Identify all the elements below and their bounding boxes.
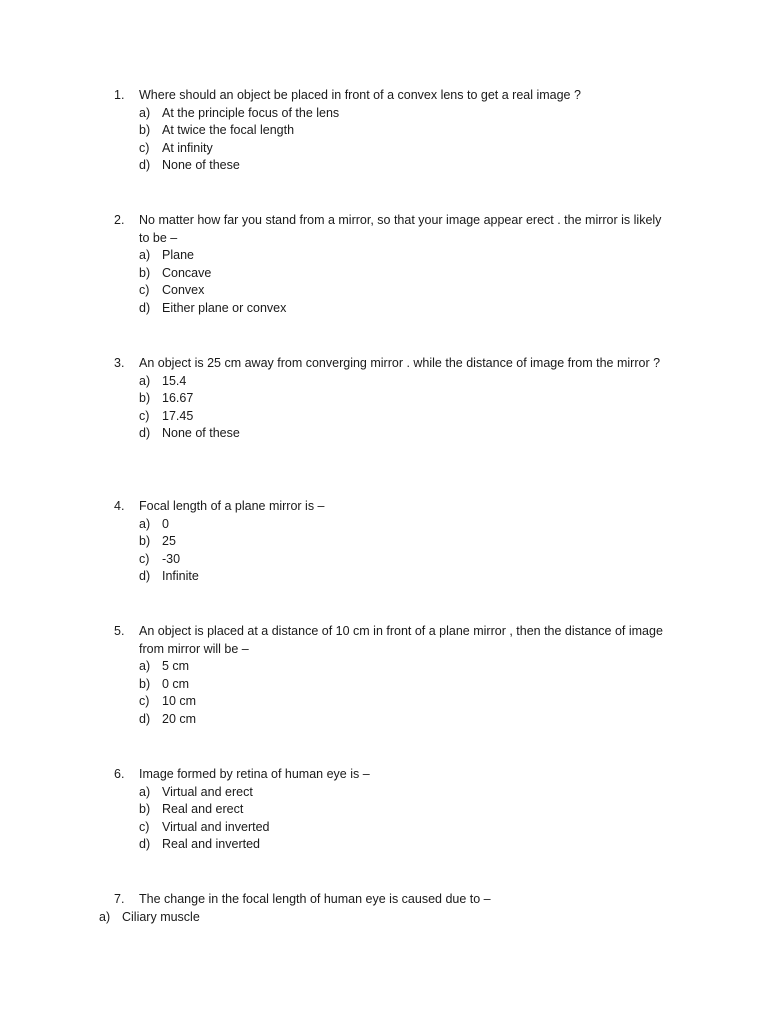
option-letter: d) (139, 711, 151, 726)
option-letter: a) (99, 909, 111, 924)
option-letter: b) (139, 534, 151, 549)
option-text: Concave (162, 265, 212, 280)
option-a (139, 373, 674, 391)
option-letter: d) (139, 569, 151, 584)
option-text: At infinity (162, 140, 213, 155)
option-text: 25 (162, 534, 176, 549)
options-list (99, 909, 674, 927)
question-number: 7. (114, 892, 125, 906)
option-letter: c) (139, 408, 150, 423)
question-4 (114, 498, 674, 586)
question-text: An object is placed at a distance of 10 cm in front of a plane mirror , then the distance of image from mirror will be – (139, 624, 663, 656)
options-list (114, 784, 674, 854)
option-d (139, 836, 674, 854)
option-c (139, 282, 674, 300)
option-letter: c) (139, 140, 150, 155)
option-letter: a) (139, 373, 151, 388)
option-text: 0 cm (162, 676, 190, 691)
option-text: 17.45 (162, 408, 194, 423)
option-a (139, 105, 674, 123)
option-a (139, 516, 674, 534)
options-list (114, 516, 674, 586)
option-c (139, 140, 674, 158)
option-letter: a) (139, 516, 151, 531)
option-text: Virtual and inverted (162, 819, 270, 834)
option-text: Either plane or convex (162, 300, 287, 315)
option-text: 15.4 (162, 373, 187, 388)
question-text: Focal length of a plane mirror is – (139, 499, 325, 513)
option-letter: a) (139, 784, 151, 799)
options-list (114, 105, 674, 175)
option-text: 0 (162, 516, 169, 531)
option-letter: b) (139, 391, 151, 406)
option-letter: c) (139, 551, 150, 566)
option-letter: a) (139, 105, 151, 120)
option-text: At twice the focal length (162, 123, 295, 138)
question-number: 2. (114, 213, 125, 227)
option-letter: a) (139, 248, 151, 263)
option-a (139, 784, 674, 802)
question-3 (114, 355, 674, 443)
question-text: An object is 25 cm away from converging mirror . while the distance of image from the mirror ? (139, 356, 661, 370)
question-text: Where should an object be placed in front of a convex lens to get a real image ? (139, 88, 581, 102)
question-1 (114, 87, 674, 175)
option-b (139, 533, 674, 551)
question-text: Image formed by retina of human eye is – (139, 767, 370, 781)
question-7 (99, 891, 674, 926)
option-a (99, 909, 659, 927)
option-text: At the principle focus of the lens (162, 105, 340, 120)
question-number: 1. (114, 88, 125, 102)
option-text: Convex (162, 283, 205, 298)
question-text: The change in the focal length of human eye is caused due to – (139, 892, 491, 906)
options-list (114, 373, 674, 443)
option-text: Plane (162, 248, 194, 263)
option-b (139, 801, 674, 819)
options-list (114, 658, 674, 728)
question-2 (114, 212, 674, 318)
option-text: None of these (162, 426, 240, 441)
option-letter: b) (139, 123, 151, 138)
question-number: 5. (114, 624, 125, 638)
option-letter: d) (139, 158, 151, 173)
option-text: 10 cm (162, 694, 197, 709)
option-text: Real and inverted (162, 837, 260, 852)
option-letter: d) (139, 300, 151, 315)
option-text: 20 cm (162, 711, 197, 726)
option-a (139, 247, 674, 265)
option-text: Ciliary muscle (122, 909, 200, 924)
option-letter: c) (139, 694, 150, 709)
option-text: 16.67 (162, 391, 194, 406)
option-a (139, 658, 674, 676)
option-text: None of these (162, 158, 240, 173)
option-letter: d) (139, 426, 151, 441)
option-letter: b) (139, 676, 151, 691)
question-text: No matter how far you stand from a mirror, so that your image appear erect . the mirror is likely to be – (139, 213, 662, 245)
option-b (139, 676, 674, 694)
option-b (139, 390, 674, 408)
option-text: -30 (162, 551, 181, 566)
option-letter: c) (139, 819, 150, 834)
option-d (139, 300, 674, 318)
question-number: 4. (114, 499, 125, 513)
option-d (139, 568, 674, 586)
option-text: Real and erect (162, 802, 244, 817)
option-letter: b) (139, 802, 151, 817)
option-c (139, 693, 674, 711)
question-number: 6. (114, 767, 125, 781)
question-number: 3. (114, 356, 125, 370)
option-d (139, 157, 674, 175)
option-b (139, 122, 674, 140)
option-letter: a) (139, 659, 151, 674)
option-letter: b) (139, 265, 151, 280)
question-5 (114, 623, 674, 729)
option-letter: c) (139, 283, 150, 298)
option-c (139, 819, 674, 837)
option-d (139, 711, 674, 729)
option-text: Virtual and erect (162, 784, 253, 799)
options-list (114, 247, 674, 317)
option-b (139, 265, 674, 283)
option-letter: d) (139, 837, 151, 852)
option-d (139, 425, 674, 443)
option-text: 5 cm (162, 659, 190, 674)
option-text: Infinite (162, 569, 199, 584)
option-c (139, 551, 674, 569)
question-6 (114, 766, 674, 854)
option-c (139, 408, 674, 426)
